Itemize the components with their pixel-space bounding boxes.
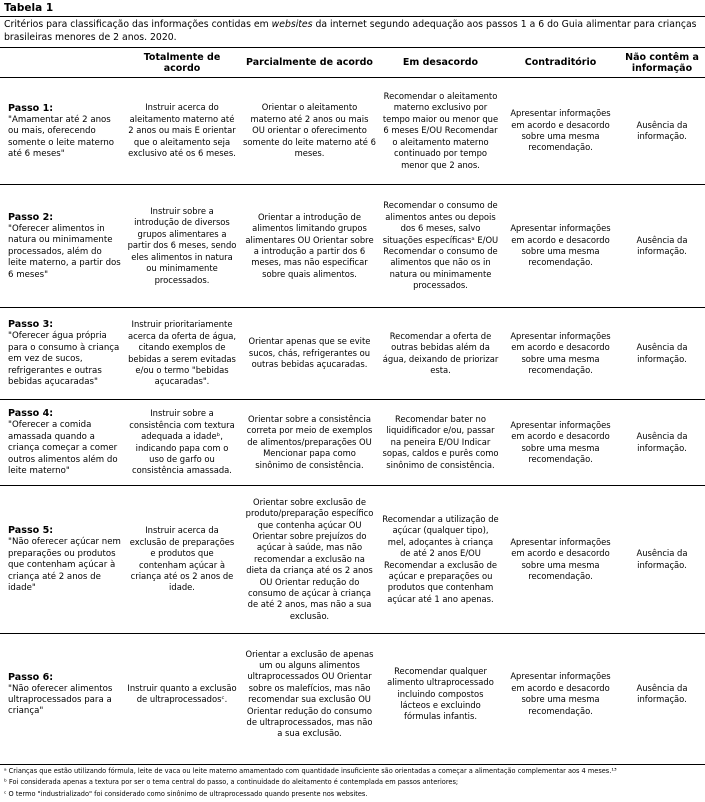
footnote-b: ᵇ Foi considerada apenas a textura por ser o tema central do passo, a continuidade do aleitamento é contemplada em passos anteriores;	[4, 778, 459, 787]
table-label: Tabela 1	[4, 2, 54, 14]
cell-parcialmente: Orientar sobre a consistência correta por meio de exemplos de alimentos/preparações OU Mencionar papa como sinônimo de consistência.	[240, 400, 379, 486]
step-cell	[0, 634, 124, 755]
header-parcialmente: Parcialmente de acordo	[240, 49, 379, 78]
table-bottom-rule	[0, 764, 705, 765]
cell-totalmente: Instruir quanto a exclusão de ultraprocessadosᶜ.	[124, 634, 240, 755]
step-title: Passo 1:	[8, 102, 54, 114]
footnote-c: ᶜ O termo "industrializado" foi considerado como sinônimo de ultraprocessado quando presente nos websites.	[4, 789, 368, 798]
cell-totalmente: Instruir sobre a consistência com textura adequada a idadeᵇ, indicando papa com o uso de garfo ou consistência amassada.	[124, 400, 240, 486]
cell-parcialmente: Orientar sobre exclusão de produto/preparação específico que contenha açúcar OU Orientar sobre prejuízos do açúcar à saúde, mas não recomendar a exclusão na dieta da criança até os 2 anos OU Orientar redução do consumo de açúcar à criança de até 2 anos, mas não a sua exclusão.	[240, 486, 379, 634]
cell-desacordo: Recomendar bater no liquidificador e/ou, passar na peneira E/OU Indicar sopas, caldos e purês como sinônimo de consistência.	[379, 400, 502, 486]
cell-nao-contem: Ausência da informação.	[619, 400, 705, 486]
cell-contraditorio: Apresentar informações em acordo e desacordo sobre uma mesma recomendação.	[502, 400, 619, 486]
cell-parcialmente: Orientar o aleitamento materno até 2 anos ou mais OU orientar o oferecimento somente do leite materno até 6 meses.	[240, 78, 379, 185]
step-description: "Oferecer a comida amassada quando a criança começar a comer outros alimentos além do leite materno"	[8, 420, 118, 477]
step-cell	[0, 78, 124, 185]
step-title: Passo 3:	[8, 319, 54, 331]
step-cell	[0, 486, 124, 634]
cell-desacordo: Recomendar a oferta de outras bebidas além da água, deixando de priorizar esta.	[379, 308, 502, 400]
header-nao-contem: Não contêm a informação	[619, 49, 705, 78]
caption-text-start: Critérios para classificação das informações contidas em	[4, 19, 272, 30]
cell-desacordo: Recomendar a utilização de açúcar (qualquer tipo), mel, adoçantes à criança de até 2 anos E/OU Recomendar a exclusão de açúcar e preparações ou produtos que contenham açúcar até 1 ano apenas.	[379, 486, 502, 634]
header-step	[0, 49, 124, 78]
footnote-a: ᵃ Crianças que estão utilizando fórmula, leite de vaca ou leite materno amamentado com quantidade insuficiente são orientadas a começar a alimentação complementar aos 4 meses.¹³	[4, 767, 617, 775]
cell-parcialmente: Orientar a exclusão de apenas um ou alguns alimentos ultraprocessados OU Orientar sobre os malefícios, mas não recomendar sua exclusão OU Orientar redução do consumo de ultraprocessados, mas não a sua exclusão.	[240, 634, 379, 755]
step-cell	[0, 400, 124, 486]
header-contraditorio: Contraditório	[502, 49, 619, 78]
cell-desacordo: Recomendar qualquer alimento ultraprocessado incluindo compostos lácteos e excluindo fórmulas infantis.	[379, 634, 502, 755]
step-title: Passo 2:	[8, 211, 54, 223]
header-row	[0, 49, 705, 78]
header-desacordo: Em desacordo	[379, 49, 502, 78]
cell-nao-contem: Ausência da informação.	[619, 185, 705, 308]
step-description: "Amamentar até 2 anos ou mais, oferecendo somente o leite materno até 6 meses"	[8, 114, 115, 159]
caption-italic-term: websites	[271, 19, 313, 30]
table-caption	[4, 19, 700, 44]
step-cell	[0, 308, 124, 400]
cell-totalmente: Instruir prioritariamente acerca da oferta de água, citando exemplos de bebidas a serem evitadas e/ou o termo "bebidas açucaradas".	[124, 308, 240, 400]
header-totalmente: Totalmente de acordo	[124, 49, 240, 78]
step-title: Passo 6:	[8, 671, 54, 683]
cell-nao-contem: Ausência da informação.	[619, 634, 705, 755]
cell-parcialmente: Orientar a introdução de alimentos limitando grupos alimentares OU Orientar sobre a introdução a partir dos 6 meses, mas não especificar sobre quais alimentos.	[240, 185, 379, 308]
top-rule	[0, 16, 705, 17]
cell-nao-contem: Ausência da informação.	[619, 308, 705, 400]
step-title: Passo 5:	[8, 525, 54, 537]
step-description: "Oferecer alimentos in natura ou minimamente processados, além do leite materno, a partir dos 6 meses"	[8, 223, 121, 280]
table-row	[0, 400, 705, 486]
cell-nao-contem: Ausência da informação.	[619, 78, 705, 185]
table-row	[0, 78, 705, 185]
cell-desacordo: Recomendar o aleitamento materno exclusivo por tempo maior ou menor que 6 meses E/OU Recomendar o aleitamento materno continuado por tempo menor que 2 anos.	[379, 78, 502, 185]
criteria-table	[0, 49, 705, 755]
cell-totalmente: Instruir acerca do aleitamento materno até 2 anos ou mais E orientar que o aleitamento seja exclusivo até os 6 meses.	[124, 78, 240, 185]
step-description: "Não oferecer alimentos ultraprocessados para a criança"	[8, 683, 113, 717]
table-row	[0, 486, 705, 634]
step-description: "Oferecer água própria para o consumo à criança em vez de sucos, refrigerantes e outras bebidas açucaradas"	[8, 331, 120, 388]
table-row	[0, 185, 705, 308]
cell-contraditorio: Apresentar informações em acordo e desacordo sobre uma mesma recomendação.	[502, 486, 619, 634]
caption-rule	[0, 47, 705, 48]
cell-contraditorio: Apresentar informações em acordo e desacordo sobre uma mesma recomendação.	[502, 634, 619, 755]
cell-nao-contem: Ausência da informação.	[619, 486, 705, 634]
footnotes	[4, 766, 702, 800]
cell-contraditorio: Apresentar informações em acordo e desacordo sobre uma mesma recomendação.	[502, 185, 619, 308]
table-row	[0, 634, 705, 755]
cell-totalmente: Instruir sobre a introdução de diversos grupos alimentares a partir dos 6 meses, sendo eles alimentos in natura ou minimamente processados.	[124, 185, 240, 308]
cell-desacordo: Recomendar o consumo de alimentos antes ou depois dos 6 meses, salvo situações específicasᵃ E/OU Recomendar o consumo de alimentos que não os in natura ou minimamente processados.	[379, 185, 502, 308]
cell-contraditorio: Apresentar informações em acordo e desacordo sobre uma mesma recomendação.	[502, 78, 619, 185]
step-title: Passo 4:	[8, 408, 54, 420]
step-description: "Não oferecer açúcar nem preparações ou produtos que contenham açúcar à criança até 2 anos de idade"	[8, 537, 121, 594]
cell-contraditorio: Apresentar informações em acordo e desacordo sobre uma mesma recomendação.	[502, 308, 619, 400]
cell-parcialmente: Orientar apenas que se evite sucos, chás, refrigerantes ou outras bebidas açucaradas.	[240, 308, 379, 400]
step-cell	[0, 185, 124, 308]
caption-text-end: da internet segundo adequação aos passos 1 a 6 do Guia alimentar para crianças brasileiras menores de 2 anos. 2020.	[4, 19, 697, 43]
table-row	[0, 308, 705, 400]
cell-totalmente: Instruir acerca da exclusão de preparações e produtos que contenham açúcar à criança até os 2 anos de idade.	[124, 486, 240, 634]
